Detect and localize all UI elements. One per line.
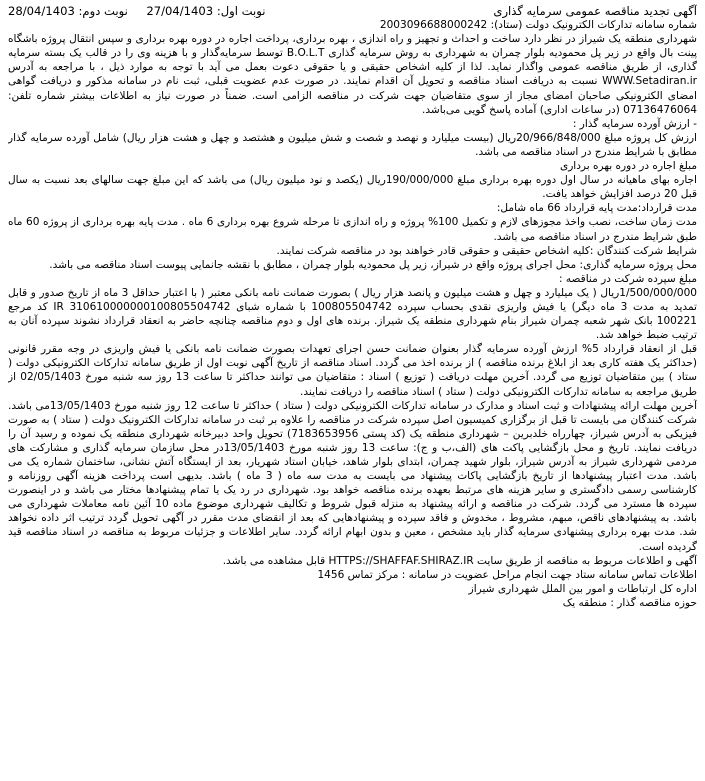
- site-line: آگهی و اطلاعات مربوط به مناقصه از طریق سایت HTTPS://SHAFFAF.SHIRAZ.IR قابل مشاهده می باشد.: [222, 554, 697, 567]
- investment-heading: - ارزش آورده سرمایه گذار :: [572, 117, 697, 130]
- deadline-text: آخرین مهلت ارائه پیشنهادات و ثبت اسناد و مدارک در سامانه تدارکات الکترونیکی دولت ( ستاد ) حداکثر تا ساعت 12 روز شنبه مورخ 13/05/1403می باشد. شرکت کنندگان می بایست تا قبل از برگزاری کمیسیون اصل سپرده شرکت در مناقصه را علاوه بر ثبت در سامانه تدارکات الکترونیک دولت ( ستاد ) به صورت فیزیکی به آدرس شیراز، چهارراه خلدبرین – شهرداری منطقه یک (کد پستی 7183653956) تحویل واحد دبیرخانه شهرداری منطقه یک نموده و رسید آن را دریافت نمایند. تاریخ و محل بازگشایی پاکت های (الف،ب و ج): ساعت 13 روز شنبه مورخ 13/05/1403در محل سازمان سرمایه گذاری و مشارکت های مردمی شهرداری شیراز به آدرس شیراز، بلوار شهید چمران، ابتدای بلوار شاهد، خیابان استاد شهریار، بعد از ایستگاه آتش نشانی، ساختمان شماره یک می باشد. مدت اعتبار پیشنهادها از تاریخ بازگشایی پاکات پیشنهاد می بایست به مدت سه ماه ( 3 ماه ) باشد. بدیهی است پرداخت هزینه آگهی روزنامه و کارشناسی رسمی دادگستری و سایر هزینه های مرتبط بعهده برنده مناقصه خواهد بود. شهرداری در رد یک یا تمام پیشنهادها مختار می باشد و در اینصورت سپرده ها مسترد می گردد. شرکت در مناقصه و ارائه پیشنهاد به منزله قبول شروط و تکالیف شهرداری موضوع ماده 10 آئین نامه معاملات شهرداری می باشد. به پیشنهادهای ناقص، مبهم، مشروط ، مخدوش و فاقد سپرده و پیشنهادهایی که بعد از انقضای مدت مقرر در آگهی تحویل گردد ترتیب اثر داده نخواهد شد. مدت بهره برداری پیشنهادی سرمایه گذار باید مشخص ، معین و بدون ابهام ارائه گردد. سایر اطلاعات و جزئیات مربوط به مناقصه در اسناد مناقصه قید گردیده است.: [8, 399, 697, 553]
- notice-header: [8, 4, 697, 18]
- deposit-heading: مبلغ سپرده شرکت در مناقصه :: [558, 272, 697, 285]
- office-line: اداره کل ارتباطات و امور بین الملل شهرداری شیراز: [468, 582, 697, 595]
- guarantee-text: قبل از انعقاد قرارداد 5% ارزش آورده سرمایه گذار بعنوان ضمانت حسن اجرای تعهدات بصورت ضمانت نامه بانکی یا فیش واریزی در وجه مقرر قانونی (حداکثر یک هفته کاری بعد از ابلاغ برنده مناقصه ) از برنده اخذ می گردد. اسناد مناقصه از تاریخ آگهی نوبت اول از طریق سامانه تدارکات الکترونیکی دولت ( ستاد ) بین متقاضیان توزیع می گردد. آخرین مهلت دریافت ( توزیع ) اسناد : متقاضیان می توانند حداکثر تا ساعت 13 روز سه شنبه مورخ 02/05/1403 از طریق مراجعه به سامانه تدارکات الکترونیکی دولت ( ستاد ) اسناد مناقصه را دریافت نمایند.: [8, 343, 697, 398]
- notice-title: آگهی تجدید مناقصه عمومی سرمایه گذاری: [493, 4, 697, 18]
- setad-number: شماره سامانه تدارکات الکترونیک دولت (ستاد): 2003096688000242: [379, 19, 697, 32]
- deposit-text: 1/500/000/000ریال ( یک میلیارد و چهل و هشت میلیون و پانصد هزار ریال ) بصورت ضمانت نامه بانکی معتبر ( با اعتبار حداقل 3 ماه از تاریخ صدور و قابل تمدید به مدت 3 ماه دیگر) یا فیش واریزی نقدی بحساب سپرده 100805504742 با شماره شبای IR 310610000000100805504742 کد مرجع 100221 بانک شهر شعبه چمران شیراز بنام شهرداری منطقه یک شیراز. برنده های اول و دوم مناقصه چنانچه حاضر به انعقاد قرارداد نشوند سپرده آنان به ترتیب ضبط خواهد شد.: [8, 286, 697, 342]
- second-turn-date: نوبت دوم: 28/04/1403: [8, 4, 128, 18]
- intro-paragraph: شهرداری منطقه یک شیراز در نظر دارد ساخت و احداث و تجهیز و راه اندازی ، بهره برداری، پرداخت اجاره در دوره بهره برداری و سپس انتقال پروژه باشگاه پینت بال واقع در زیر پل محمودیه بلوار چمران به شهرداری به روش سرمایه گذاری B.O.L.T توسط سرمایه‌گذار و با هزینه وی را در قالب یک بسته سرمایه گذاری، از طریق مناقصه عمومی واگذار نماید. لذا از کلیه اشخاص حقیقی و یا حقوقی دعوت بعمل می آید با توجه به موارد ذیل ، با مراجعه به آدرس WWW.Setadiran.ir نسبت به دریافت اسناد مناقصه و تحویل آن اقدام نمایند. در صورت عدم عضویت قبلی، ثبت نام در سامانه مذکور و دریافت گواهی امضای الکترونیکی صاحبان امضای مجاز از سوی متقاضیان جهت شرکت در مناقصه الزامی است. ضمناً در صورت نیاز به اطلاعات بیشتر شماره تلفن: 07136476064 (در ساعات اداری) آماده پاسخ گویی می‌باشد.: [8, 33, 697, 116]
- investment-text: ارزش کل پروژه مبلغ 20/966/848/000ریال (بیست میلیارد و نهصد و شصت و شش میلیون و هشتصد و چهل و هشت هزار ریال) شامل آورده سرمایه گذار مطابق با شرایط مندرج در اسناد مناقصه می باشد.: [8, 131, 697, 158]
- duration-heading: مدت قرارداد:مدت پایه قرارداد 66 ماه شامل:: [496, 202, 697, 215]
- tender-notice: [8, 4, 697, 773]
- participants-text: شرایط شرکت کنندگان :کلیه اشخاص حقیقی و حقوقی قادر خواهند بود در مناقصه شرکت نمایند.: [276, 244, 697, 257]
- duration-text: مدت زمان ساخت، نصب واخذ مجوزهای لازم و تکمیل 100% پروژه و راه اندازی تا مرحله شروع بهره برداری 6 ماه . مدت پایه بهره برداری از پروژه 60 ماه طبق شرایط مندرج در اسناد مناقصه می باشد.: [8, 216, 697, 243]
- first-turn-date: نوبت اول: 27/04/1403: [146, 4, 266, 18]
- location-text: محل پروژه سرمایه گذاری: محل اجرای پروژه واقع در شیراز، زیر پل محمودیه بلوار چمران ، مطابق با نقشه جانمایی پیوست اسناد مناقصه می باشد.: [49, 258, 697, 271]
- rent-heading: مبلغ اجاره در دوره بهره برداری: [559, 160, 697, 173]
- rent-text: اجاره بهای ماهیانه در سال اول دوره بهره برداری مبلغ 190/000/000ریال (یکصد و نود میلیون ریال) می باشد که این مبلغ جهت سالهای بعد نسبت به سال قبل 20 درصد افزایش خواهد یافت.: [8, 174, 697, 201]
- contact-line: اطلاعات تماس سامانه ستاد جهت انجام مراحل عضویت در سامانه : مرکز تماس 1456: [317, 568, 697, 581]
- publication-dates: [8, 4, 266, 18]
- region-line: حوزه مناقصه گذار : منطقه یک: [562, 596, 697, 609]
